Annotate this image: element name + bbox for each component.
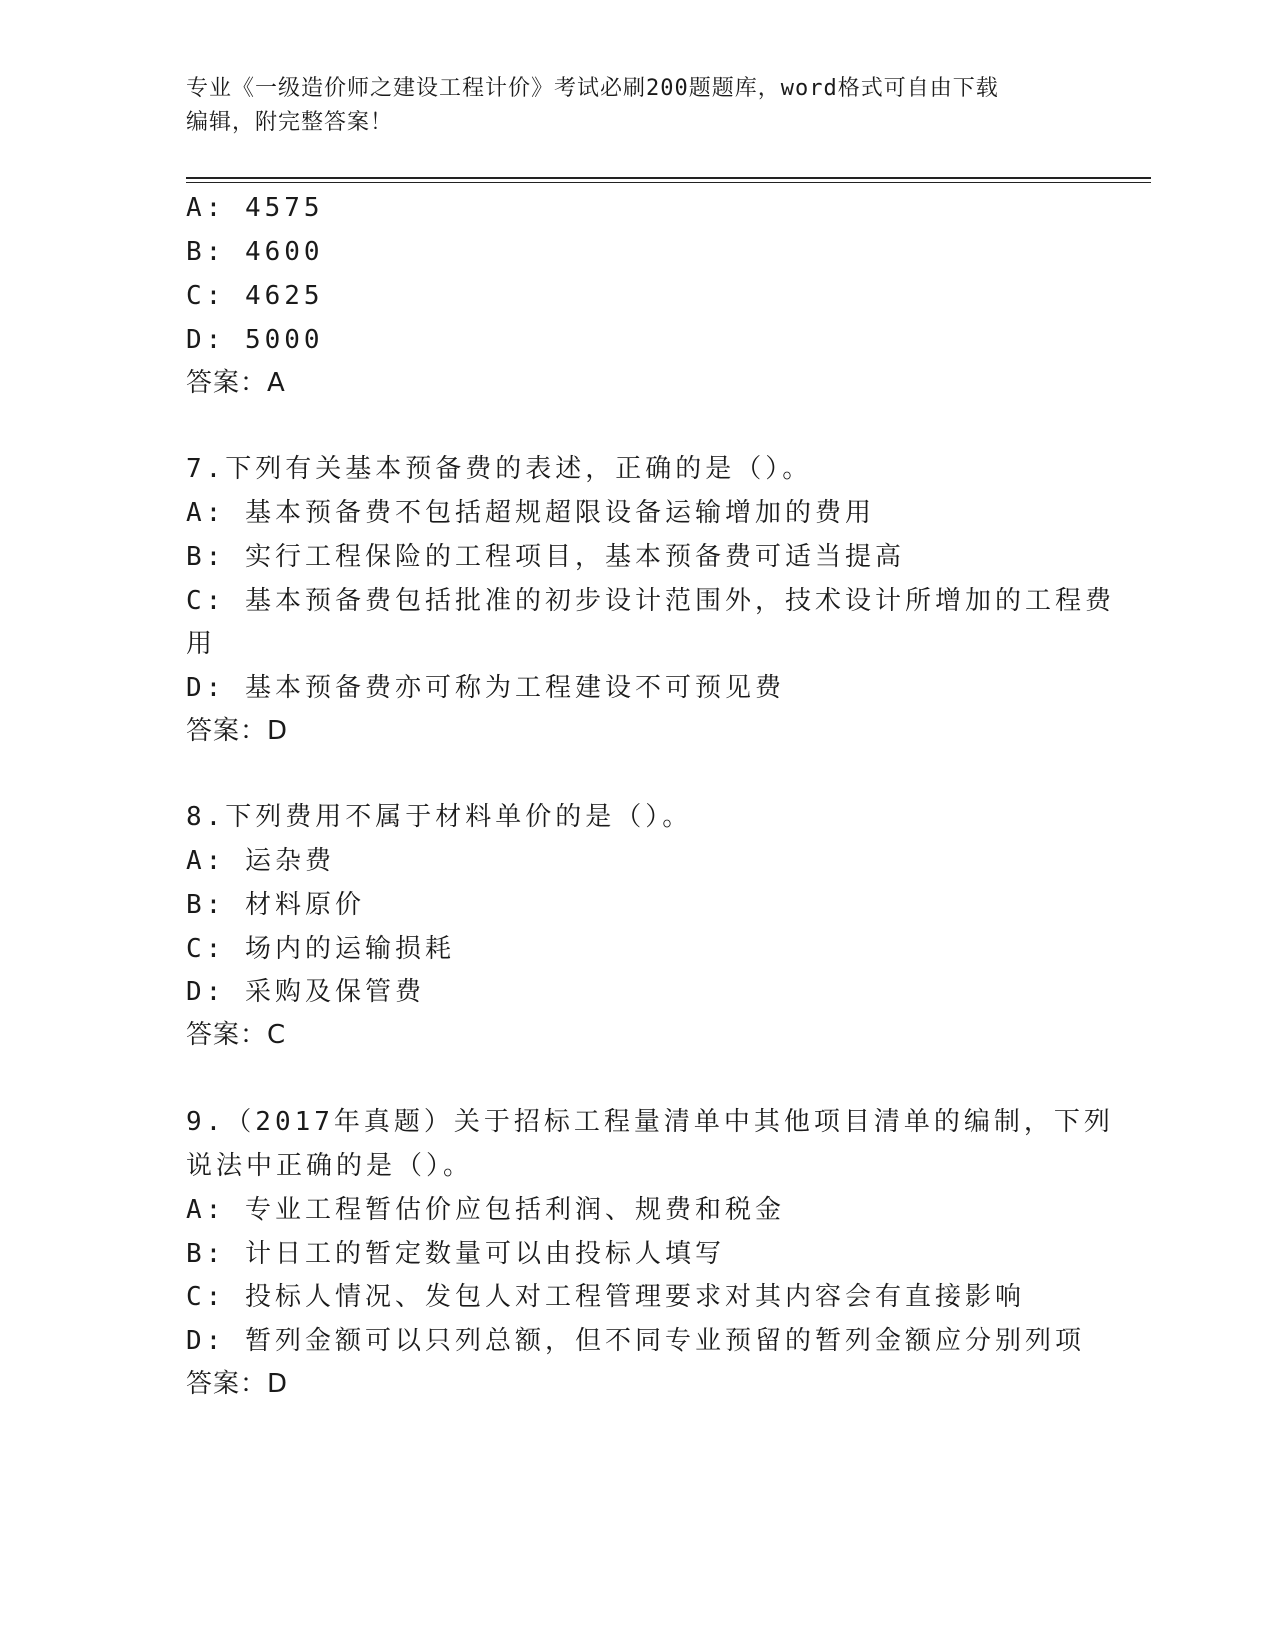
q9-option-d: D: 暂列金额可以只列总额，但不同专业预留的暂列金额应分别列项 (186, 1326, 1085, 1356)
q7-option-c-line-1: C: 基本预备费包括批准的初步设计范围外，技术设计所增加的工程费 (186, 586, 1115, 616)
q6-option-b: B: 4600 (186, 237, 324, 267)
q8-answer: 答案：C (186, 1020, 287, 1050)
q7-option-c-line-2: 用 (186, 629, 217, 659)
q9-option-b: B: 计日工的暂定数量可以由投标人填写 (186, 1239, 725, 1269)
q7-option-b: B: 实行工程保险的工程项目，基本预备费可适当提高 (186, 542, 905, 572)
q6-option-d: D: 5000 (186, 325, 324, 355)
q9-answer: 答案：D (186, 1369, 289, 1399)
q9-option-a: A: 专业工程暂估价应包括利润、规费和税金 (186, 1195, 785, 1225)
q6-option-a: A: 4575 (186, 193, 324, 223)
q7-option-d: D: 基本预备费亦可称为工程建设不可预见费 (186, 673, 785, 703)
q9-option-c: C: 投标人情况、发包人对工程管理要求对其内容会有直接影响 (186, 1282, 1025, 1312)
q7-stem: 7.下列有关基本预备费的表述，正确的是（）。 (186, 454, 813, 484)
q6-answer: 答案：A (186, 368, 286, 398)
header-line-2: 编辑，附完整答案！ (186, 110, 394, 135)
q8-option-d: D: 采购及保管费 (186, 977, 425, 1007)
q8-option-c: C: 场内的运输损耗 (186, 934, 455, 964)
q8-option-b: B: 材料原价 (186, 890, 365, 920)
q6-option-c: C: 4625 (186, 281, 324, 311)
q9-stem-line-2: 说法中正确的是（）。 (186, 1151, 474, 1181)
document-header (186, 72, 1066, 140)
header-divider-thin (186, 182, 1151, 183)
q8-option-a: A: 运杂费 (186, 846, 335, 876)
header-line-1: 专业《一级造价师之建设工程计价》考试必刷200题题库，word格式可自由下载 (186, 76, 999, 101)
header-divider-thick (186, 177, 1151, 179)
q9-stem-line-1: 9.（2017年真题）关于招标工程量清单中其他项目清单的编制，下列 (186, 1107, 1114, 1137)
q8-stem: 8.下列费用不属于材料单价的是（）。 (186, 802, 693, 832)
q7-option-a: A: 基本预备费不包括超规超限设备运输增加的费用 (186, 498, 875, 528)
q7-answer: 答案：D (186, 716, 289, 746)
